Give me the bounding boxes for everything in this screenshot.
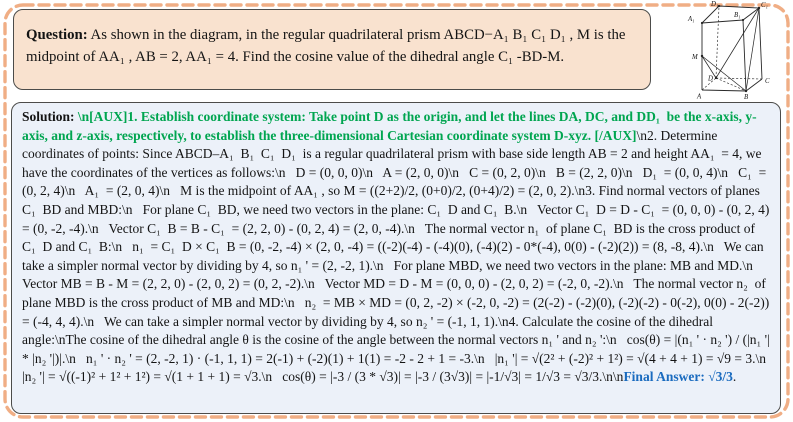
vertex-label-d: D — [708, 75, 713, 83]
vertex-label-a1: A₁ — [688, 16, 695, 23]
vertex-label-b1: B₁ — [734, 12, 741, 19]
question-paragraph — [26, 25, 638, 68]
solution-body-text: \n2. Determine coordinates of points: Since ABCD–A₁ B₁ C₁ D₁ is a regular quadrilateral prism with base side length AB = 2 and height AA₁ = 4, we have the coordinates of the vertices as follows:\n D = (0, 0, 0)\n A = (2, 0, 0)\n C = (0, 2, 0)\n B = (2, 2, 0)\n D₁ = (0, 0, 4)\n C₁ = (0, 2, 4)\n A₁ = (2, 0, 4)\n M is the midpoint of AA₁ , so M = ((2+2)/2, (0+0)/2, (0+4)/2) = (2, 0, 2).\n3. Find normal vectors of planes C₁ BD and MBD:\n For plane C₁ BD, we need two vectors in the plane: C₁ D and C₁ B.\n Vector C₁ D = D - C₁ = (0, 0, 0) - (0, 2, 4) = (0, -2, -4).\n Vector C₁ B = B - C₁ = (2, 2, 0) - (0, 2, 4) = (2, 0, -4).\n The normal vector n₁ of plane C₁ BD is the cross product of C₁ D and C₁ B:\n n₁ = C₁ D × C₁ B = (0, -2, -4) × (2, 0, -4) = ((-2)(-4) - (-4)(0), (-4)(2) - 0*(-4), 0(0) - (-2)(2)) = (8, -8, 4).\n We can take a simpler normal vector by dividing by 4, so n₁ ' = (2, -2, 1).\n For plane MBD, we need two vectors in the plane: MB and MD.\n Vector MB = B - M = (2, 2, 0) - (2, 0, 2) = (0, 2, -2).\n Vector MD = D - M = (0, 0, 0) - (2, 0, 2) = (-2, 0, -2).\n The normal vector n₂ of plane MBD is the cross product of MB and MD:\n n₂ = MB × MD = (0, 2, -2) × (-2, 0, -2) = (2(-2) - (-2)(0), (-2)(-2) - 0(-2), 0(0) - 2(-2)) = (-4, 4, 4).\n We can take a simpler normal vector by dividing by 4, so n₂ ' = (-1, 1, 1).\n4. Calculate the cosine of the dihedral angle:\nThe cosine of the dihedral angle θ is the cosine of the angle between the normal vectors n₁ ' and n₂ ':\n cos(θ) = |(n₁ ' · n₂ ') / (|n₁ '| * |n₂ '|)|.\n n₁ ' · n₂ ' = (2, -2, 1) · (-1, 1, 1) = 2(-1) + (-2)(1) + 1(1) = -2 - 2 + 1 = -3.\n |n₁ '| = √(2² + (-2)² + 1²) = √(4 + 4 + 1) = √9 = 3.\n |n₂ '| = √((-1)² + 1² + 1²) = √(1 + 1 + 1) = √3.\n cos(θ) = |-3 / (3 * √3)| = |-3 / (3√3)| = |-1/√3| = 1/√3 = √3/3.\n\n — [22, 127, 777, 385]
solution-paragraph — [22, 108, 777, 387]
prism-diagram — [686, 0, 790, 100]
question-text: As shown in the diagram, in the regular quadrilateral prism ABCD−A₁ B₁ C₁ D₁ , M is the midpoint of AA₁ , AB = 2, AA₁ = 4. Find the cosine value of the dihedral angle C₁ -BD-M. — [26, 27, 626, 65]
vertex-label-c: C — [765, 78, 770, 85]
vertex-label-m: M — [692, 54, 698, 61]
vertex-dot-c1 — [758, 7, 760, 9]
vertex-label-b: B — [744, 94, 749, 100]
vertex-dot-b — [745, 90, 747, 92]
vertex-label-c1: C₁ — [761, 2, 768, 9]
question-box — [13, 9, 651, 90]
vertex-label-a: A — [697, 93, 702, 100]
vertex-dot-b1 — [742, 19, 744, 21]
solution-box — [11, 102, 781, 414]
solution-label: Solution: — [22, 109, 78, 124]
final-answer-period: . — [732, 369, 737, 385]
solution-aux-text: \n[AUX]1. Establish coordinate system: Take point D as the origin, and let the lines DA, DC, and DD₁ be the x-axis, y-axis, and z-axis, respectively, to establish the three-dimensional Cartesian coordinate system D-xyz. [/AUX] — [22, 109, 757, 143]
vertex-label-d1: D₁ — [711, 1, 719, 8]
question-label: Question: — [26, 27, 88, 43]
vertex-dot-m — [701, 55, 703, 57]
vertex-dot-a1 — [701, 22, 703, 24]
final-answer: Final Answer: √3/3 — [623, 369, 733, 385]
vertex-dot-d — [715, 77, 717, 79]
